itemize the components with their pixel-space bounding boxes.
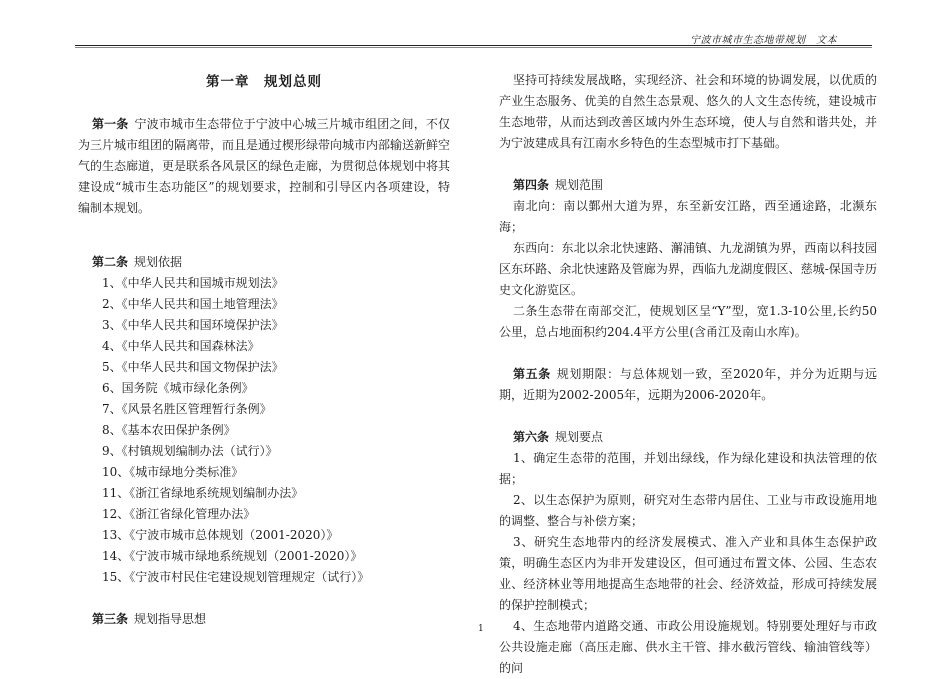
- basis-item: 5、《中华人民共和国文物保护法》: [102, 360, 284, 374]
- basis-item: 10、《城市绿地分类标准》: [102, 465, 244, 479]
- key-point: 3、研究生态地带内的经济发展模式、准入产业和具体生态保护政策，明确生态区内为非开发建设区，但可通过布置文体、公园、生态农业、经济林业等用地提高生态地带的社会、经济效益，形成可持续发展的保护控制模式；: [499, 535, 877, 612]
- header-rule: [75, 45, 872, 46]
- page-number: 1: [478, 624, 484, 634]
- basis-item: 2、《中华人民共和国土地管理法》: [102, 297, 284, 311]
- key-point: 4、生态地带内道路交通、市政公用设施规划。特别要处理好与市政公共设施走廊（高压走廊、供水主干管、排水截污管线、输油管线等）的问: [499, 619, 877, 675]
- basis-item: 12、《浙江省绿化管理办法》: [102, 507, 256, 521]
- article-2-heading: [78, 252, 450, 273]
- article-5-text: 规划期限：与总体规划一致，至2020年，并分为近期与远期，近期为2002-2005年，远期为2006-2020年。: [499, 367, 877, 402]
- article-6-title: 规划要点: [555, 430, 604, 444]
- article-4-title: 规划范围: [555, 178, 604, 192]
- article-6-label: 第六条: [513, 430, 550, 444]
- basis-item: 1、《中华人民共和国城市规划法》: [102, 276, 284, 290]
- scope-north-south: 南北向：南以鄞州大道为界，东至新安江路，西至通途路，北濒东海；: [499, 199, 877, 234]
- article-4-label: 第四条: [513, 178, 550, 192]
- article-5: [499, 364, 877, 406]
- chapter-title: 第一章 规划总则: [206, 74, 322, 90]
- basis-item: 3、《中华人民共和国环境保护法》: [102, 318, 284, 332]
- key-point: 2、以生态保护为原则，研究对生态带内居住、工业与市政设施用地的调整、整合与补偿方案；: [499, 493, 877, 528]
- article-2-title: 规划依据: [134, 255, 183, 269]
- article-2-label: 第二条: [92, 255, 129, 269]
- article-5-label: 第五条: [513, 367, 551, 381]
- running-header: 宁波市城市生态地带规划 文本: [690, 35, 837, 46]
- right-column: [499, 70, 877, 679]
- scope-east-west: 东西向：东北以余北快速路、澥浦镇、九龙湖镇为界，西南以科技园区东环路、余北快速路及管廊为界，西临九龙湖度假区、慈城-保国寺历史文化游览区。: [499, 241, 877, 297]
- scope-area: 二条生态带在南部交汇，使规划区呈“Y”型，宽1.3-10公里,长约50公里，总占地面积约204.4平方公里(含甬江及南山水库)。: [499, 304, 877, 339]
- basis-item: 8、《基本农田保护条例》: [102, 423, 236, 437]
- article-6-heading: [499, 427, 877, 448]
- key-point: 1、确定生态带的范围，并划出绿线，作为绿化建设和执法管理的依据；: [499, 451, 877, 486]
- article-4-heading: [499, 175, 877, 196]
- basis-item: 11、《浙江省绿地系统规划编制办法》: [102, 486, 304, 500]
- article-1: [78, 114, 450, 219]
- article-3-text: 坚持可持续发展战略，实现经济、社会和环境的协调发展，以优质的产业生态服务、优美的自然生态景观、悠久的人文生态传统，建设城市生态地带，从而达到改善区域内外生态环境，使人与自然和谐共处，并为宁波建成具有江南水乡特色的生态型城市打下基础。: [499, 73, 877, 150]
- basis-item: 15、《宁波市村民住宅建设规划管理规定（试行）》: [102, 570, 370, 584]
- article-1-label: 第一条: [92, 117, 129, 131]
- article-3-title: 规划指导思想: [134, 612, 207, 626]
- article-1-text: 宁波市城市生态带位于宁波中心城三片城市组团之间，不仅为三片城市组团的隔离带，而且是通过楔形绿带向城市内部输送新鲜空气的生态廊道，更是联系各风景区的绿色走廊，为贯彻总体规划中将其建设成“城市生态功能区”的规划要求，控制和引导区内各项建设，特编制本规划。: [78, 117, 451, 215]
- basis-item: 9、《村镇规划编制办法（试行）》: [102, 444, 278, 458]
- left-column: [78, 70, 450, 630]
- article-3-label: 第三条: [92, 612, 129, 626]
- basis-item: 14、《宁波市城市绿地系统规划（2001-2020）》: [102, 549, 363, 563]
- basis-item: 6、国务院《城市绿化条例》: [102, 381, 254, 395]
- basis-item: 13、《宁波市城市总体规划（2001-2020）》: [102, 528, 339, 542]
- article-3-heading: [78, 609, 450, 630]
- header-rule-thin: [75, 47, 872, 48]
- basis-item: 4、《中华人民共和国森林法》: [102, 339, 260, 353]
- basis-item: 7、《风景名胜区管理暂行条例》: [102, 402, 272, 416]
